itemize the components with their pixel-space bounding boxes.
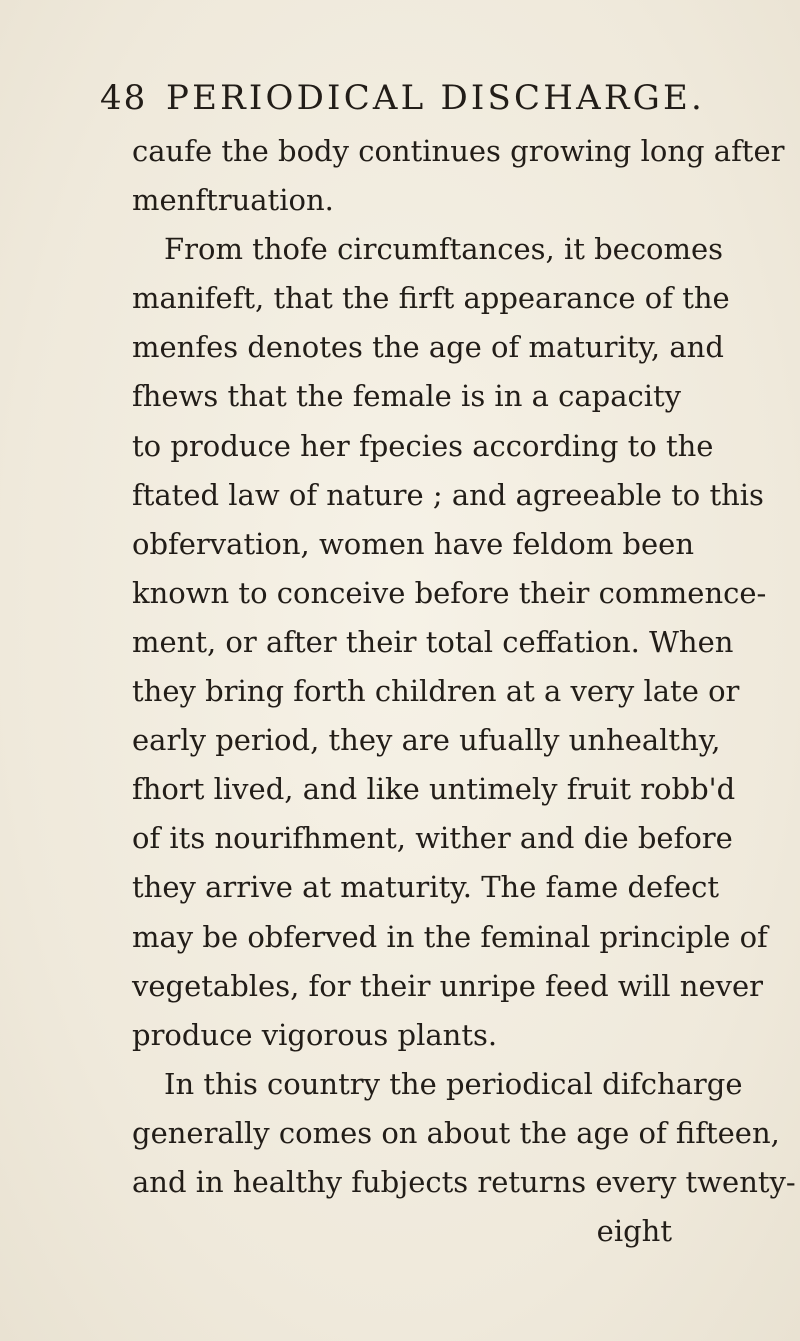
running-title: PERIODICAL DISCHARGE.: [166, 78, 706, 118]
text-line: of its nourifhment, wither and die before: [132, 821, 733, 856]
body-text: [132, 127, 796, 1256]
text-line: menftruation.: [132, 183, 334, 218]
text-line: may be obferved in the feminal principle of: [132, 919, 768, 954]
text-line: generally comes on about the age of fifteen,: [132, 1115, 780, 1150]
text-line: early period, they are ufually unhealthy,: [132, 723, 721, 758]
text-line: ment, or after their total ceffation. When: [132, 624, 734, 659]
text-line: known to conceive before their commence-: [132, 575, 767, 610]
text-line: produce vigorous plants.: [132, 1017, 498, 1052]
text-line: vegetables, for their unripe feed will never: [132, 968, 764, 1003]
text-line: ftated law of nature ; and agreeable to this: [132, 477, 764, 512]
text-line: they bring forth children at a very late or: [132, 674, 740, 709]
page-header: [100, 78, 706, 130]
catchword: eight: [596, 1214, 672, 1249]
text-line: menfes denotes the age of maturity, and: [132, 330, 724, 365]
text-line: fhews that the female is in a capacity: [132, 379, 682, 414]
text-line: In this country the periodical difcharge: [164, 1066, 743, 1101]
text-line: obfervation, women have feldom been: [132, 526, 695, 561]
page-number: 48: [100, 78, 148, 118]
text-line: caufe the body continues growing long after: [132, 134, 785, 168]
text-line: and in healthy fubjects returns every twenty-: [132, 1164, 796, 1199]
text-line: From thofe circumftances, it becomes: [164, 232, 724, 267]
text-line: to produce her fpecies according to the: [132, 428, 714, 463]
text-line: fhort lived, and like untimely fruit robb'd: [132, 772, 736, 807]
text-line: they arrive at maturity. The fame defect: [132, 870, 720, 905]
text-line: manifeft, that the firft appearance of the: [132, 281, 730, 316]
